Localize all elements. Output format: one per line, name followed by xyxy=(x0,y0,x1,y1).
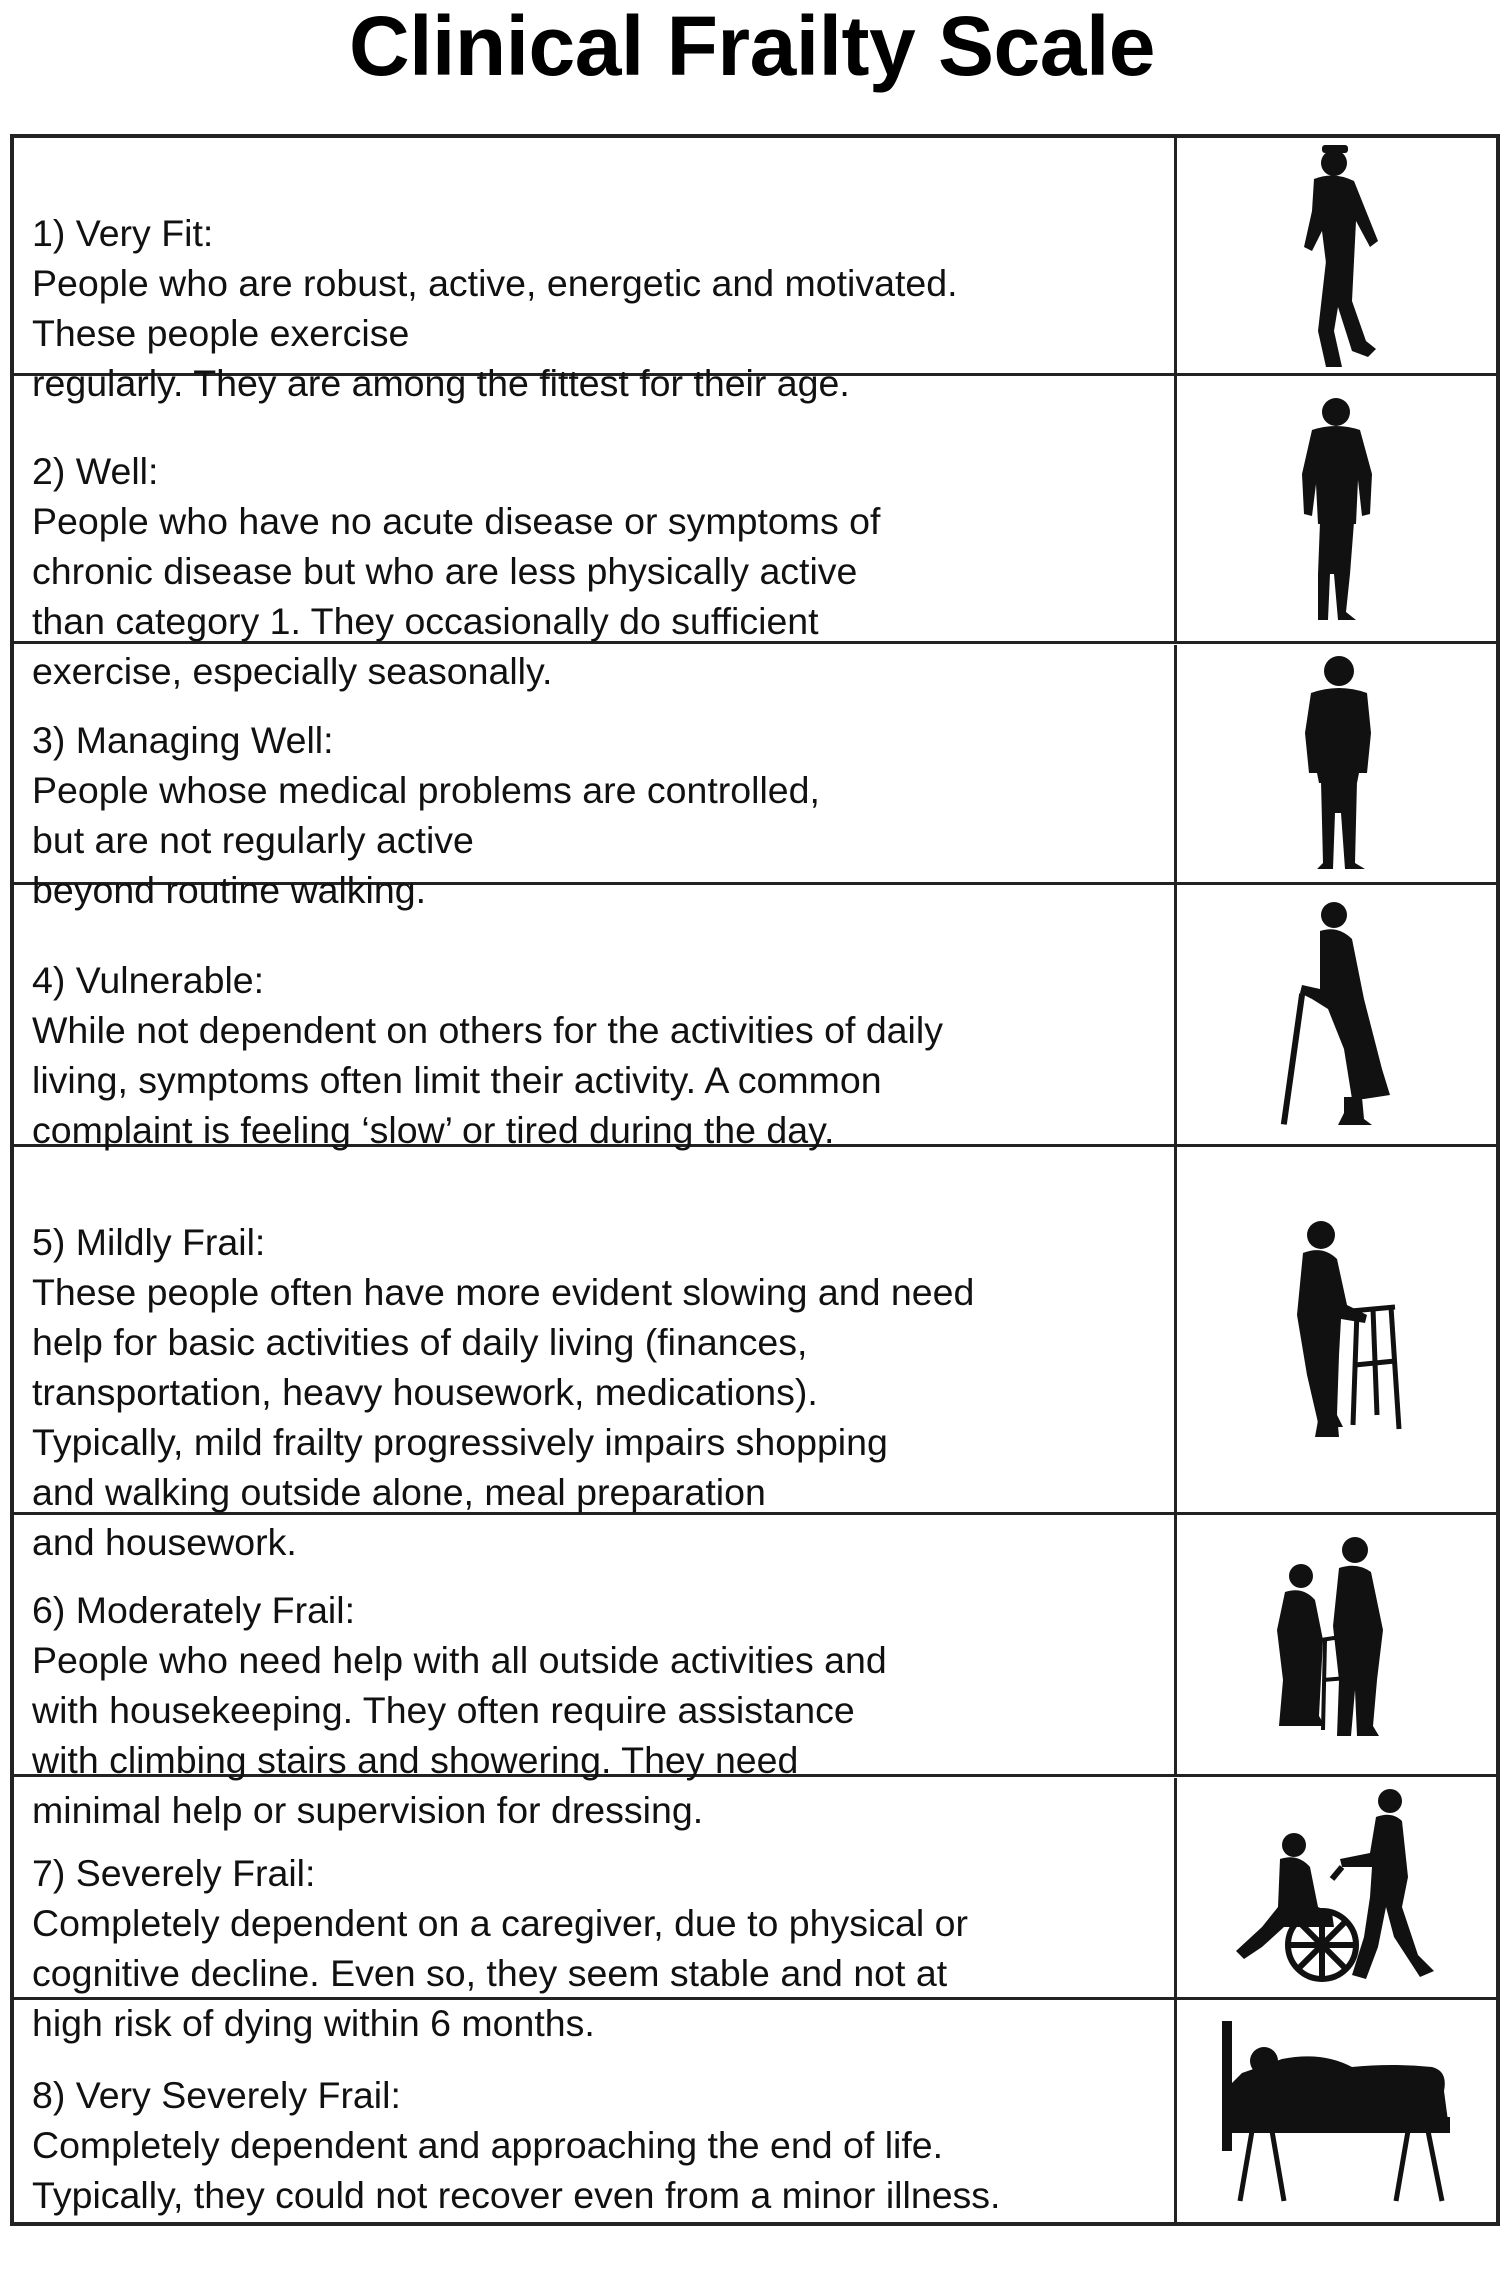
category-description: People who have no acute disease or symptoms of chronic disease but who are less physically active than category 1. They occasionally do sufficient exercise, especially seasonally. xyxy=(32,500,881,693)
description-cell xyxy=(14,885,1177,1151)
description-cell xyxy=(14,2000,1177,2222)
running-person-icon xyxy=(1177,138,1496,376)
person-with-walker-icon xyxy=(1177,1147,1496,1515)
category-heading: 5) Mildly Frail: xyxy=(32,1221,266,1263)
description-cell xyxy=(14,1778,1177,2044)
category-heading: 1) Very Fit: xyxy=(32,212,214,254)
category-description: While not dependent on others for the activities of daily living, symptoms often limit their activity. A common complaint is feeling ‘slow’ or tired during the day. xyxy=(32,1008,943,1151)
category-heading: 3) Managing Well: xyxy=(32,718,334,761)
description-cell xyxy=(14,376,1177,693)
standing-person-icon xyxy=(1177,645,1496,885)
description-cell xyxy=(14,138,1177,404)
person-lying-in-bed-icon xyxy=(1177,2000,1496,2222)
category-heading: 6) Moderately Frail: xyxy=(32,1589,356,1632)
category-description: People whose medical problems are controlled, but are not regularly active beyond routine walking. xyxy=(32,768,820,911)
walking-person-icon xyxy=(1177,376,1496,644)
description-cell xyxy=(14,1515,1177,1832)
wheelchair-with-caregiver-icon xyxy=(1177,1778,1496,2000)
category-description: People who need help with all outside activities and with housekeeping. They often require assistance with climbing stairs and showering. They need minimal help or supervision for dressing. xyxy=(32,1639,887,1832)
page-title: Clinical Frailty Scale xyxy=(348,0,1156,93)
category-heading: 8) Very Severely Frail: xyxy=(32,2073,401,2116)
category-description: Completely dependent on a caregiver, due to physical or cognitive decline. Even so, they seem stable and not at high risk of dying within 6 months. xyxy=(32,1901,968,2044)
description-cell xyxy=(14,1147,1177,1563)
category-heading: 7) Severely Frail: xyxy=(32,1851,316,1894)
description-cell xyxy=(14,645,1177,911)
category-description: These people often have more evident slowing and need help for basic activities of daily living (finances, transportation, heavy housework, medications). Typically, mild frailty progressively impairs shopping and walking outside alone, meal preparation and housework. xyxy=(32,1271,975,1563)
category-heading: 2) Well: xyxy=(32,450,159,493)
category-description: People who are robust, active, energetic and motivated. These people exercise regularly. They are among the fittest for their age. xyxy=(32,262,958,404)
category-heading: 4) Vulnerable: xyxy=(32,958,265,1001)
person-with-walker-and-helper-icon xyxy=(1177,1515,1496,1777)
frailty-scale-table xyxy=(10,134,1500,2226)
category-description: Completely dependent and approaching the end of life. Typically, they could not recover even from a minor illness. xyxy=(32,2123,1001,2216)
person-with-cane-icon xyxy=(1177,885,1496,1147)
